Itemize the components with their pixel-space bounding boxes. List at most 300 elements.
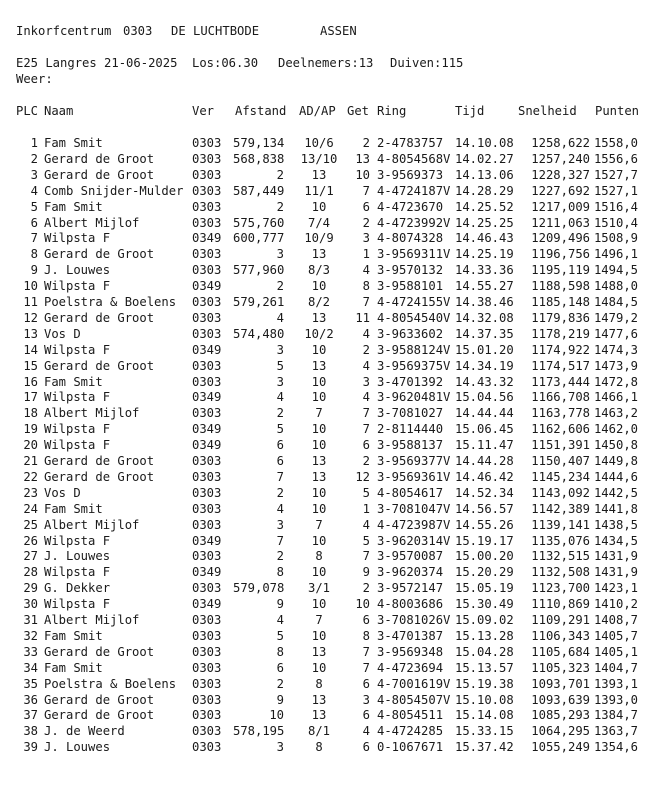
cell-afstand: 3 xyxy=(276,740,284,755)
cell-ver: 0349 xyxy=(192,422,222,437)
cell-punten: 1405,7 xyxy=(593,628,638,643)
cell-snelheid: 1123,700 xyxy=(531,581,590,596)
cell-snelheid: 1055,249 xyxy=(531,740,590,755)
weather-line xyxy=(0,71,53,87)
cell-snelheid: 1163,778 xyxy=(531,406,590,421)
cell-tijd: 14.28.29 xyxy=(455,183,514,198)
cell-tijd: 15.13.28 xyxy=(455,628,514,643)
cell-punten: 1438,5 xyxy=(593,517,638,532)
cell-ver: 0303 xyxy=(192,247,222,262)
cell-plc: 33 xyxy=(23,644,38,659)
cell-naam: Gerard de Groot xyxy=(44,644,155,659)
cell-afstand: 9 xyxy=(276,597,284,612)
col-header-ring: Ring xyxy=(377,104,407,118)
cell-plc: 28 xyxy=(23,565,38,580)
cell-afstand: 2 xyxy=(276,406,284,421)
cell-afstand: 2 xyxy=(276,485,284,500)
cell-tijd: 14.02.27 xyxy=(455,151,514,166)
cell-ver: 0303 xyxy=(192,628,222,643)
cell-get: 4 xyxy=(362,326,370,341)
cell-snelheid: 1150,407 xyxy=(531,454,590,468)
cell-tijd: 14.25.25 xyxy=(455,215,514,230)
cell-plc: 24 xyxy=(23,501,38,516)
cell-adap: 10/6 xyxy=(304,136,334,150)
cell-snelheid: 1196,756 xyxy=(531,247,590,262)
cell-tijd: 14.38.46 xyxy=(455,295,514,309)
cell-get: 5 xyxy=(362,533,370,548)
cell-ver: 0303 xyxy=(192,469,222,484)
cell-ring: 4-8054507V xyxy=(377,692,451,707)
cell-plc: 7 xyxy=(30,231,38,246)
cell-afstand: 2 xyxy=(276,549,284,564)
cell-snelheid: 1228,327 xyxy=(531,167,590,182)
cell-punten: 1463,2 xyxy=(593,406,638,421)
cell-punten: 1423,1 xyxy=(593,581,638,596)
cell-ring: 4-8054617 xyxy=(377,485,444,500)
cell-naam: J. de Weerd xyxy=(44,724,125,739)
cell-ring: 4-8074328 xyxy=(377,231,444,246)
cell-adap: 7 xyxy=(315,613,323,627)
cell-plc: 11 xyxy=(23,295,38,309)
cell-adap: 10 xyxy=(311,422,327,437)
cell-punten: 1405,1 xyxy=(593,644,638,659)
cell-tijd: 15.06.45 xyxy=(455,422,514,437)
cell-get: 6 xyxy=(362,708,370,723)
cell-adap: 10 xyxy=(311,485,327,500)
cell-get: 6 xyxy=(362,199,370,214)
cell-naam: Wilpsta F xyxy=(44,533,111,548)
cell-ring: 3-9572147 xyxy=(377,581,444,596)
cell-afstand: 6 xyxy=(276,660,284,675)
cell-ver: 0349 xyxy=(192,279,222,294)
cell-get: 7 xyxy=(362,406,370,421)
cell-ver: 0303 xyxy=(192,263,222,278)
cell-ver: 0303 xyxy=(192,485,222,500)
cell-ver: 0303 xyxy=(192,724,222,739)
cell-ring: 4-4723670 xyxy=(377,199,444,214)
cell-get: 9 xyxy=(362,565,370,580)
cell-naam: Wilpsta F xyxy=(44,390,111,405)
cell-adap: 13 xyxy=(311,358,327,373)
cell-naam: Vos D xyxy=(44,326,81,341)
cell-get: 4 xyxy=(362,263,370,278)
cell-ver: 0349 xyxy=(192,565,222,580)
cell-tijd: 15.14.08 xyxy=(455,708,514,723)
cell-get: 6 xyxy=(362,438,370,453)
cell-get: 4 xyxy=(362,517,370,532)
cell-afstand: 2 xyxy=(276,279,284,294)
cell-adap: 10 xyxy=(311,438,327,453)
cell-punten: 1408,7 xyxy=(593,613,638,627)
cell-adap: 13 xyxy=(311,469,327,484)
cell-plc: 23 xyxy=(23,485,38,500)
cell-tijd: 14.33.36 xyxy=(455,263,514,278)
cell-punten: 1516,4 xyxy=(593,199,638,214)
cell-get: 6 xyxy=(362,740,370,755)
cell-ver: 0349 xyxy=(192,231,222,246)
cell-snelheid: 1217,009 xyxy=(531,199,590,214)
cell-ver: 0303 xyxy=(192,708,222,723)
cell-ring: 3-7081026V xyxy=(377,613,451,627)
cell-afstand: 578,195 xyxy=(233,724,285,739)
cell-snelheid: 1105,323 xyxy=(531,660,590,675)
cell-punten: 1384,7 xyxy=(593,708,638,723)
col-header-naam: Naam xyxy=(44,104,74,118)
cell-adap: 8 xyxy=(315,740,323,755)
cell-afstand: 8 xyxy=(276,644,284,659)
cell-ring: 3-9569377V xyxy=(377,454,451,468)
cell-tijd: 14.46.42 xyxy=(455,469,514,484)
cell-punten: 1450,8 xyxy=(593,438,638,453)
cell-get: 4 xyxy=(362,358,370,373)
cell-tijd: 14.55.26 xyxy=(455,517,514,532)
cell-naam: Fam Smit xyxy=(44,374,103,389)
cell-snelheid: 1174,517 xyxy=(531,358,590,373)
cell-punten: 1431,9 xyxy=(593,549,638,564)
cell-ver: 0303 xyxy=(192,215,222,230)
cell-tijd: 15.37.42 xyxy=(455,740,514,755)
cell-adap: 13 xyxy=(311,310,327,325)
cell-plc: 38 xyxy=(23,724,38,739)
cell-ver: 0303 xyxy=(192,183,222,198)
cell-plc: 25 xyxy=(23,517,38,532)
cell-plc: 4 xyxy=(30,183,38,198)
cell-ver: 0349 xyxy=(192,533,222,548)
cell-ver: 0303 xyxy=(192,374,222,389)
cell-naam: Wilpsta F xyxy=(44,565,111,580)
cell-naam: Gerard de Groot xyxy=(44,692,155,707)
cell-afstand: 9 xyxy=(276,692,284,707)
cell-punten: 1484,5 xyxy=(593,295,638,309)
cell-punten: 1462,0 xyxy=(593,422,638,437)
cell-naam: Fam Smit xyxy=(44,501,103,516)
cell-ring: 4-8003686 xyxy=(377,597,444,612)
cell-plc: 3 xyxy=(30,167,38,182)
cell-ring: 4-7001619V xyxy=(377,676,451,691)
cell-snelheid: 1227,692 xyxy=(531,183,590,198)
col-header-ver: Ver xyxy=(192,104,215,118)
cell-adap: 10 xyxy=(311,342,327,357)
cell-get: 5 xyxy=(362,485,370,500)
cell-plc: 13 xyxy=(23,326,38,341)
cell-plc: 18 xyxy=(23,406,38,421)
weather-label: Weer: xyxy=(16,72,53,86)
cell-snelheid: 1110,869 xyxy=(531,597,590,612)
cell-snelheid: 1105,684 xyxy=(531,644,590,659)
cell-afstand: 4 xyxy=(276,613,284,627)
cell-get: 7 xyxy=(362,660,370,675)
cell-adap: 10/9 xyxy=(304,231,334,246)
cell-tijd: 14.25.52 xyxy=(455,199,514,214)
cell-naam: Albert Mijlof xyxy=(44,406,140,421)
cell-plc: 14 xyxy=(23,342,38,357)
col-header-afstand: Afstand xyxy=(235,104,287,118)
cell-ring: 4-4723694 xyxy=(377,660,444,675)
cell-naam: Gerard de Groot xyxy=(44,708,155,723)
cell-ver: 0303 xyxy=(192,406,222,421)
cell-tijd: 14.34.19 xyxy=(455,358,514,373)
cell-ring: 4-4724285 xyxy=(377,724,444,739)
cell-ver: 0303 xyxy=(192,581,222,596)
cell-tijd: 14.13.06 xyxy=(455,167,514,182)
cell-get: 7 xyxy=(362,422,370,437)
cell-adap: 10/2 xyxy=(304,326,334,341)
cell-plc: 20 xyxy=(23,438,38,453)
cell-adap: 13 xyxy=(311,708,327,723)
cell-tijd: 14.55.27 xyxy=(455,279,514,294)
cell-ver: 0303 xyxy=(192,644,222,659)
cell-adap: 13 xyxy=(311,692,327,707)
cell-afstand: 2 xyxy=(276,676,284,691)
col-header-punten: Punten xyxy=(595,104,640,118)
col-header-plc: PLC xyxy=(16,104,39,118)
col-header-get: Get xyxy=(347,104,370,118)
org-code: 0303 xyxy=(123,24,153,38)
cell-tijd: 14.10.08 xyxy=(455,136,514,150)
cell-naam: G. Dekker xyxy=(44,581,111,596)
cell-plc: 6 xyxy=(30,215,38,230)
org-name: Inkorfcentrum xyxy=(16,24,112,38)
cell-adap: 13 xyxy=(311,247,327,262)
cell-afstand: 4 xyxy=(276,310,284,325)
cell-tijd: 15.33.15 xyxy=(455,724,514,739)
cell-naam: Albert Mijlof xyxy=(44,215,140,230)
cell-ver: 0303 xyxy=(192,613,222,627)
cell-punten: 1441,8 xyxy=(593,501,638,516)
cell-punten: 1508,9 xyxy=(593,231,638,246)
cell-afstand: 575,760 xyxy=(233,215,285,230)
cell-punten: 1393,1 xyxy=(593,676,638,691)
cell-afstand: 3 xyxy=(276,342,284,357)
cell-naam: Wilpsta F xyxy=(44,438,111,453)
cell-ring: 3-9569348 xyxy=(377,644,444,659)
cell-ring: 0-1067671 xyxy=(377,740,444,755)
cell-punten: 1473,9 xyxy=(593,358,638,373)
cell-plc: 34 xyxy=(23,660,38,675)
cell-ring: 2-8114440 xyxy=(377,422,444,437)
cell-get: 12 xyxy=(355,469,370,484)
cell-get: 2 xyxy=(362,136,370,150)
cell-adap: 10 xyxy=(311,199,327,214)
column-headers xyxy=(0,103,640,119)
cell-naam: Gerard de Groot xyxy=(44,151,155,166)
cell-naam: Gerard de Groot xyxy=(44,310,155,325)
cell-adap: 8/3 xyxy=(307,263,330,278)
cell-get: 6 xyxy=(362,676,370,691)
race-name: E25 Langres 21-06-2025 xyxy=(16,56,178,70)
cell-ver: 0349 xyxy=(192,342,222,357)
cell-afstand: 600,777 xyxy=(233,231,285,246)
cell-plc: 16 xyxy=(23,374,38,389)
cell-adap: 3/1 xyxy=(307,581,330,596)
cell-adap: 10 xyxy=(311,390,327,405)
cell-ver: 0303 xyxy=(192,501,222,516)
cell-snelheid: 1173,444 xyxy=(531,374,590,389)
col-header-tijd: Tijd xyxy=(455,104,485,118)
cell-naam: Fam Smit xyxy=(44,628,103,643)
cell-get: 7 xyxy=(362,295,370,309)
cell-plc: 30 xyxy=(23,597,38,612)
cell-ver: 0303 xyxy=(192,454,222,468)
cell-tijd: 14.52.34 xyxy=(455,485,514,500)
cell-ver: 0303 xyxy=(192,167,222,182)
cell-ring: 3-9620481V xyxy=(377,390,451,405)
cell-tijd: 15.00.20 xyxy=(455,549,514,564)
cell-adap: 10 xyxy=(311,628,327,643)
cell-ring: 3-9620374 xyxy=(377,565,444,580)
cell-naam: Comb Snijder-Mulder xyxy=(44,183,184,198)
cell-snelheid: 1178,219 xyxy=(531,326,590,341)
cell-get: 3 xyxy=(362,692,370,707)
cell-naam: Gerard de Groot xyxy=(44,454,155,468)
cell-plc: 29 xyxy=(23,581,38,596)
cell-afstand: 4 xyxy=(276,390,284,405)
cell-snelheid: 1179,836 xyxy=(531,310,590,325)
cell-punten: 1434,5 xyxy=(593,533,638,548)
cell-adap: 8 xyxy=(315,549,323,564)
cell-plc: 37 xyxy=(23,708,38,723)
cell-snelheid: 1093,701 xyxy=(531,676,590,691)
cell-ring: 2-4783757 xyxy=(377,136,444,150)
cell-snelheid: 1064,295 xyxy=(531,724,590,739)
pigeons-count: Duiven:115 xyxy=(390,56,464,70)
cell-naam: J. Louwes xyxy=(44,740,111,755)
cell-naam: Wilpsta F xyxy=(44,279,111,294)
cell-punten: 1494,5 xyxy=(593,263,638,278)
cell-naam: Gerard de Groot xyxy=(44,469,155,484)
cell-snelheid: 1258,622 xyxy=(531,136,590,150)
cell-naam: Fam Smit xyxy=(44,136,103,150)
cell-afstand: 577,960 xyxy=(233,263,285,278)
cell-afstand: 5 xyxy=(276,422,284,437)
cell-tijd: 15.19.38 xyxy=(455,676,514,691)
cell-tijd: 15.04.56 xyxy=(455,390,514,405)
cell-ver: 0303 xyxy=(192,676,222,691)
participants-count: Deelnemers:13 xyxy=(278,56,374,70)
cell-get: 4 xyxy=(362,390,370,405)
cell-ring: 3-4701392 xyxy=(377,374,444,389)
cell-get: 2 xyxy=(362,454,370,468)
cell-tijd: 14.46.43 xyxy=(455,231,514,246)
cell-ring: 3-9569375V xyxy=(377,358,451,373)
cell-snelheid: 1185,148 xyxy=(531,295,590,309)
cell-tijd: 15.09.02 xyxy=(455,613,514,627)
cell-snelheid: 1195,119 xyxy=(531,263,590,278)
cell-adap: 13 xyxy=(311,454,327,468)
cell-afstand: 4 xyxy=(276,501,284,516)
cell-get: 7 xyxy=(362,183,370,198)
cell-afstand: 8 xyxy=(276,565,284,580)
cell-snelheid: 1109,291 xyxy=(531,613,590,627)
cell-ver: 0303 xyxy=(192,326,222,341)
cell-get: 2 xyxy=(362,342,370,357)
cell-punten: 1488,0 xyxy=(593,279,638,294)
cell-get: 13 xyxy=(355,151,370,166)
cell-tijd: 15.13.57 xyxy=(455,660,514,675)
cell-naam: J. Louwes xyxy=(44,549,111,564)
cell-get: 8 xyxy=(362,628,370,643)
cell-adap: 8 xyxy=(315,676,323,691)
cell-tijd: 14.37.35 xyxy=(455,326,514,341)
cell-naam: Poelstra & Boelens xyxy=(44,295,177,309)
cell-snelheid: 1135,076 xyxy=(531,533,590,548)
cell-afstand: 10 xyxy=(269,708,284,723)
cell-punten: 1527,1 xyxy=(593,183,638,198)
cell-plc: 1 xyxy=(30,136,38,150)
cell-snelheid: 1143,092 xyxy=(531,485,590,500)
cell-ring: 3-9569361V xyxy=(377,469,451,484)
cell-naam: Albert Mijlof xyxy=(44,517,140,532)
cell-plc: 36 xyxy=(23,692,38,707)
cell-naam: Gerard de Groot xyxy=(44,247,155,262)
cell-ver: 0303 xyxy=(192,358,222,373)
cell-punten: 1442,5 xyxy=(593,485,638,500)
cell-get: 7 xyxy=(362,644,370,659)
cell-punten: 1354,6 xyxy=(593,740,638,755)
cell-naam: Gerard de Groot xyxy=(44,167,155,182)
cell-snelheid: 1166,708 xyxy=(531,390,590,405)
cell-tijd: 15.10.08 xyxy=(455,692,514,707)
cell-afstand: 6 xyxy=(276,438,284,453)
cell-ring: 3-9588101 xyxy=(377,279,444,294)
cell-ring: 4-4723987V xyxy=(377,517,451,532)
cell-ring: 3-9588137 xyxy=(377,438,444,453)
cell-afstand: 5 xyxy=(276,358,284,373)
cell-punten: 1444,6 xyxy=(593,469,638,484)
cell-afstand: 7 xyxy=(276,469,284,484)
cell-snelheid: 1145,234 xyxy=(531,469,590,484)
col-header-snelheid: Snelheid xyxy=(518,104,577,118)
cell-afstand: 5 xyxy=(276,628,284,643)
cell-ver: 0303 xyxy=(192,517,222,532)
cell-naam: Gerard de Groot xyxy=(44,358,155,373)
cell-naam: Wilpsta F xyxy=(44,422,111,437)
cell-ring: 4-8054568V xyxy=(377,151,451,166)
cell-snelheid: 1132,508 xyxy=(531,565,590,580)
cell-ver: 0303 xyxy=(192,310,222,325)
cell-adap: 13 xyxy=(311,167,327,182)
cell-get: 1 xyxy=(362,501,370,516)
cell-afstand: 7 xyxy=(276,533,284,548)
cell-afstand: 6 xyxy=(276,454,284,468)
cell-ring: 4-4724187V xyxy=(377,183,451,198)
cell-adap: 11/1 xyxy=(304,183,334,198)
cell-plc: 26 xyxy=(23,533,38,548)
cell-plc: 39 xyxy=(23,740,38,755)
cell-ver: 0349 xyxy=(192,438,222,453)
cell-plc: 27 xyxy=(23,549,38,564)
header-line xyxy=(0,23,357,39)
cell-tijd: 15.04.28 xyxy=(455,644,514,659)
cell-plc: 15 xyxy=(23,358,38,373)
cell-tijd: 14.32.08 xyxy=(455,310,514,325)
cell-punten: 1410,2 xyxy=(593,597,638,612)
cell-afstand: 574,480 xyxy=(233,326,285,341)
release-time: Los:06.30 xyxy=(192,56,259,70)
cell-adap: 8/2 xyxy=(307,295,330,309)
cell-punten: 1477,6 xyxy=(593,326,638,341)
cell-plc: 32 xyxy=(23,628,38,643)
cell-get: 10 xyxy=(355,597,370,612)
cell-ring: 3-9588124V xyxy=(377,342,451,357)
cell-plc: 5 xyxy=(30,199,38,214)
cell-get: 4 xyxy=(362,724,370,739)
cell-punten: 1393,0 xyxy=(593,692,638,707)
cell-adap: 7 xyxy=(315,517,323,532)
cell-punten: 1558,0 xyxy=(593,136,638,150)
col-header-adap: AD/AP xyxy=(299,104,336,118)
cell-plc: 2 xyxy=(30,151,38,166)
